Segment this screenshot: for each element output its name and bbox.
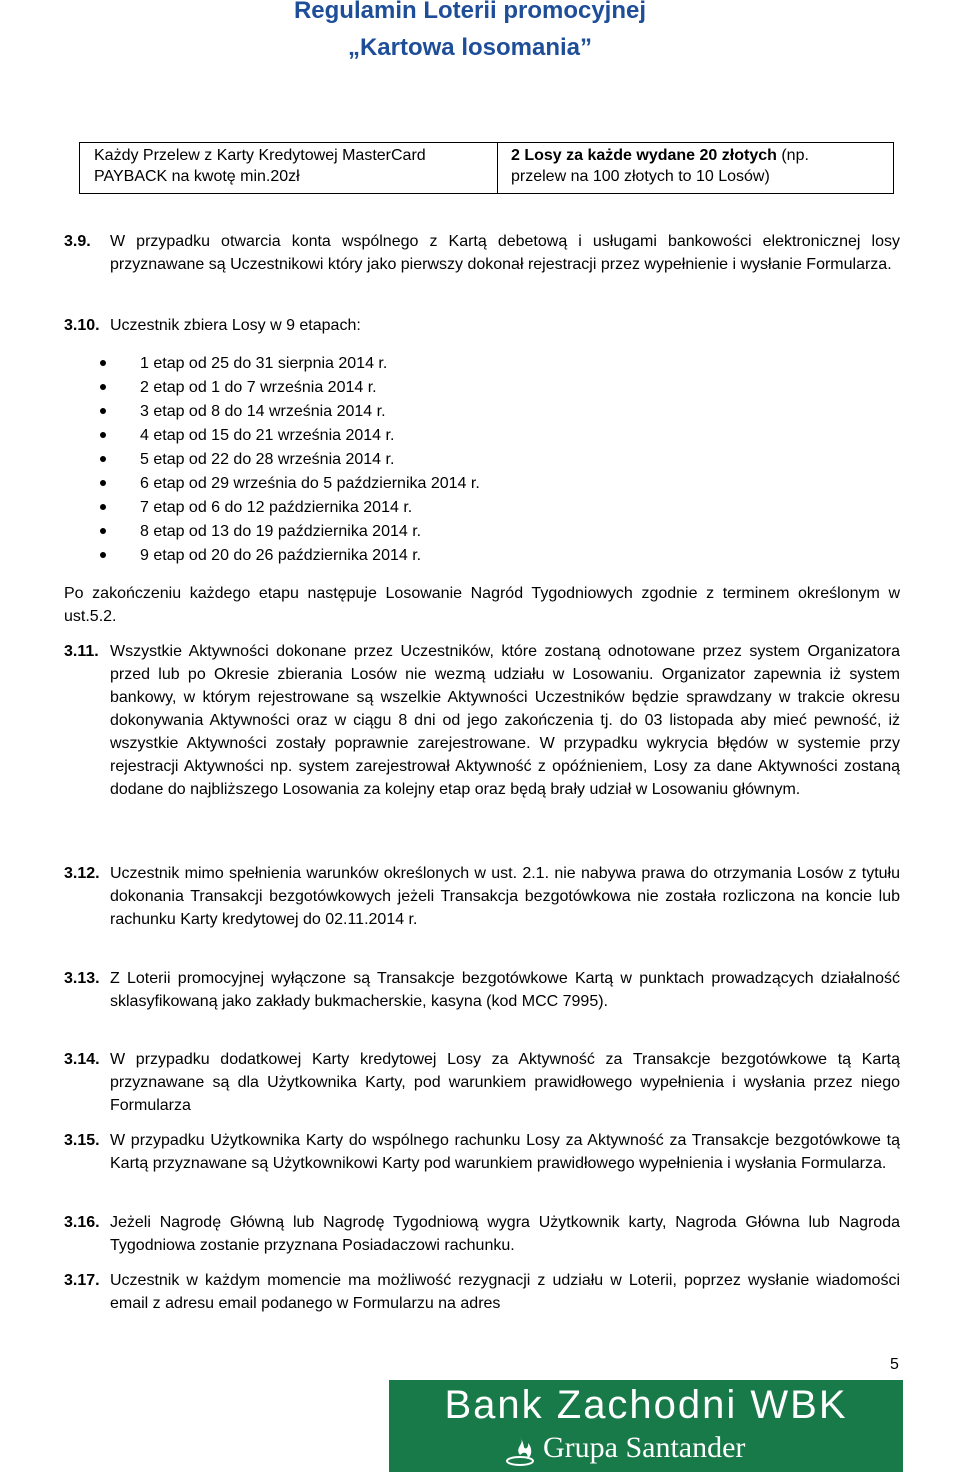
bullet-icon xyxy=(100,360,106,366)
section-3-9 xyxy=(64,230,900,276)
stage-text: 8 etap od 13 do 19 października 2014 r. xyxy=(140,523,422,540)
section-3-10 xyxy=(64,314,900,337)
cell-line: Każdy Przelew z Karty Kredytowej MasterCard xyxy=(94,147,426,164)
list-item xyxy=(100,448,480,472)
bank-logo xyxy=(389,1380,903,1472)
page-number: 5 xyxy=(890,1356,899,1373)
section-text: W przypadku Użytkownika Karty do wspólnego rachunku Losy za Aktywność za Transakcje bezgotówkowe tą Kartą przyznawane są Użytkownikowi Karty pod warunkiem prawidłowego wypełnienia i wysłania Formularza. xyxy=(110,1132,900,1172)
stage-text: 5 etap od 22 do 28 września 2014 r. xyxy=(140,451,395,468)
section-3-12 xyxy=(64,862,900,931)
cell-line: PAYBACK na kwotę min.20zł xyxy=(94,168,300,185)
section-number: 3.10. xyxy=(64,317,100,334)
section-number: 3.14. xyxy=(64,1051,100,1068)
stage-list xyxy=(100,352,480,568)
section-number: 3.13. xyxy=(64,970,100,987)
section-text: Po zakończeniu każdego etapu następuje Losowanie Nagród Tygodniowych zgodnie z terminem określonym w ust.5.2. xyxy=(64,585,900,625)
list-item xyxy=(100,376,480,400)
reward-bold-text: 2 Losy za każde wydane 20 złotych xyxy=(511,147,777,164)
list-item xyxy=(100,544,480,568)
group-name: Grupa Santander xyxy=(543,1431,746,1464)
section-3-15 xyxy=(64,1129,900,1175)
section-3-11 xyxy=(64,640,900,801)
bank-name: Bank Zachodni WBK xyxy=(444,1383,848,1427)
section-number: 3.12. xyxy=(64,865,100,882)
table-cell-transaction xyxy=(80,143,498,194)
list-item xyxy=(100,400,480,424)
bullet-icon xyxy=(100,384,106,390)
section-number: 3.15. xyxy=(64,1132,100,1149)
section-text: W przypadku otwarcia konta wspólnego z Kartą debetową i usługami bankowości elektronicznej losy przyznawane są Uczestnikowi który jako pierwszy dokonał rejestracji przez wypełnienie i wysłanie Formularza. xyxy=(110,233,900,273)
table-cell-reward xyxy=(498,143,894,194)
cell-line: przelew na 100 złotych to 10 Losów) xyxy=(511,168,770,185)
document-title: Regulamin Loterii promocyjnej xyxy=(293,0,647,24)
section-3-13 xyxy=(64,967,900,1013)
bullet-icon xyxy=(100,480,106,486)
stage-text: 2 etap od 1 do 7 września 2014 r. xyxy=(140,379,377,396)
bullet-icon xyxy=(100,456,106,462)
bullet-icon xyxy=(100,432,106,438)
section-3-16 xyxy=(64,1211,900,1257)
section-text: Z Loterii promocyjnej wyłączone są Transakcje bezgotówkowe Kartą w punktach prowadzących działalność sklasyfikowaną jako zakłady bukmacherskie, kasyna (kod MCC 7995). xyxy=(110,970,900,1010)
stage-summary-paragraph xyxy=(64,582,900,628)
santander-flame-icon xyxy=(505,1436,535,1466)
stage-text: 3 etap od 8 do 14 września 2014 r. xyxy=(140,403,386,420)
section-text: Jeżeli Nagrodę Główną lub Nagrodę Tygodniową wygra Użytkownik karty, Nagroda Główna lub Nagroda Tygodniowa zostanie przyznana Posiadaczowi rachunku. xyxy=(110,1214,900,1254)
list-item xyxy=(100,472,480,496)
bullet-icon xyxy=(100,408,106,414)
section-text: Uczestnik mimo spełnienia warunków określonych w ust. 2.1. nie nabywa prawa do otrzymania Losów z tytułu dokonania Transakcji bezgotówkowych jeżeli Transakcja bezgotówkowa nie została rozliczona na koncie lub rachunku Karty kredytowej do 02.11.2014 r. xyxy=(110,865,900,928)
prize-rule-table xyxy=(79,142,894,194)
list-item xyxy=(100,352,480,376)
list-item xyxy=(100,424,480,448)
stage-text: 1 etap od 25 do 31 sierpnia 2014 r. xyxy=(140,355,388,372)
section-number: 3.16. xyxy=(64,1214,100,1231)
bullet-icon xyxy=(100,504,106,510)
section-text: Uczestnik w każdym momencie ma możliwość rezygnacji z udziału w Loterii, poprzez wysłanie wiadomości email z adresu email podanego w Formularzu na adres xyxy=(110,1272,900,1312)
cell-line xyxy=(511,145,887,166)
section-3-14 xyxy=(64,1048,900,1117)
list-item xyxy=(100,496,480,520)
table-row xyxy=(80,143,894,194)
lottery-name: „Kartowa losomania” xyxy=(347,34,593,61)
section-number: 3.17. xyxy=(64,1272,100,1289)
section-3-17 xyxy=(64,1269,900,1315)
stage-text: 6 etap od 29 września do 5 października 2014 r. xyxy=(140,475,480,492)
section-number: 3.9. xyxy=(64,233,91,250)
stage-text: 7 etap od 6 do 12 października 2014 r. xyxy=(140,499,413,516)
reward-text: (np. xyxy=(776,147,809,164)
section-text: W przypadku dodatkowej Karty kredytowej Losy za Aktywność za Transakcje bezgotówkowe tą Kartą przyznawane są dla Użytkownika Karty, pod warunkiem prawidłowego wypełnienia i wysłania przez niego Formularza xyxy=(110,1051,900,1114)
section-text: Wszystkie Aktywności dokonane przez Uczestników, które zostaną odnotowane przez system Organizatora przed lub po Okresie zbierania Losów nie wezmą udziału w Losowaniu. Organizator zapewnia iż system bankowy, w którym rejestrowane są wszelkie Aktywności Uczestników będzie sprawdzany w trakcie okresu dokonywania Aktywności oraz w ciągu 8 dni od jego zakończenia tj. do 03 listopada aby mieć pewność, iż wszystkie Aktywności zostały poprawnie zarejestrowane. W przypadku wykrycia błędów w systemie przy rejestracji Aktywności np. system zarejestrował Aktywność z opóźnieniem, Losy za dane Aktywności zostaną dodane do najbliższego Losowania za kolejny etap oraz będą brały udział w Losowaniu głównym. xyxy=(110,643,900,798)
section-number: 3.11. xyxy=(64,643,99,660)
list-item xyxy=(100,520,480,544)
section-text: Uczestnik zbiera Losy w 9 etapach: xyxy=(110,317,361,334)
stage-text: 9 etap od 20 do 26 października 2014 r. xyxy=(140,547,422,564)
bullet-icon xyxy=(100,552,106,558)
bullet-icon xyxy=(100,528,106,534)
stage-text: 4 etap od 15 do 21 września 2014 r. xyxy=(140,427,395,444)
